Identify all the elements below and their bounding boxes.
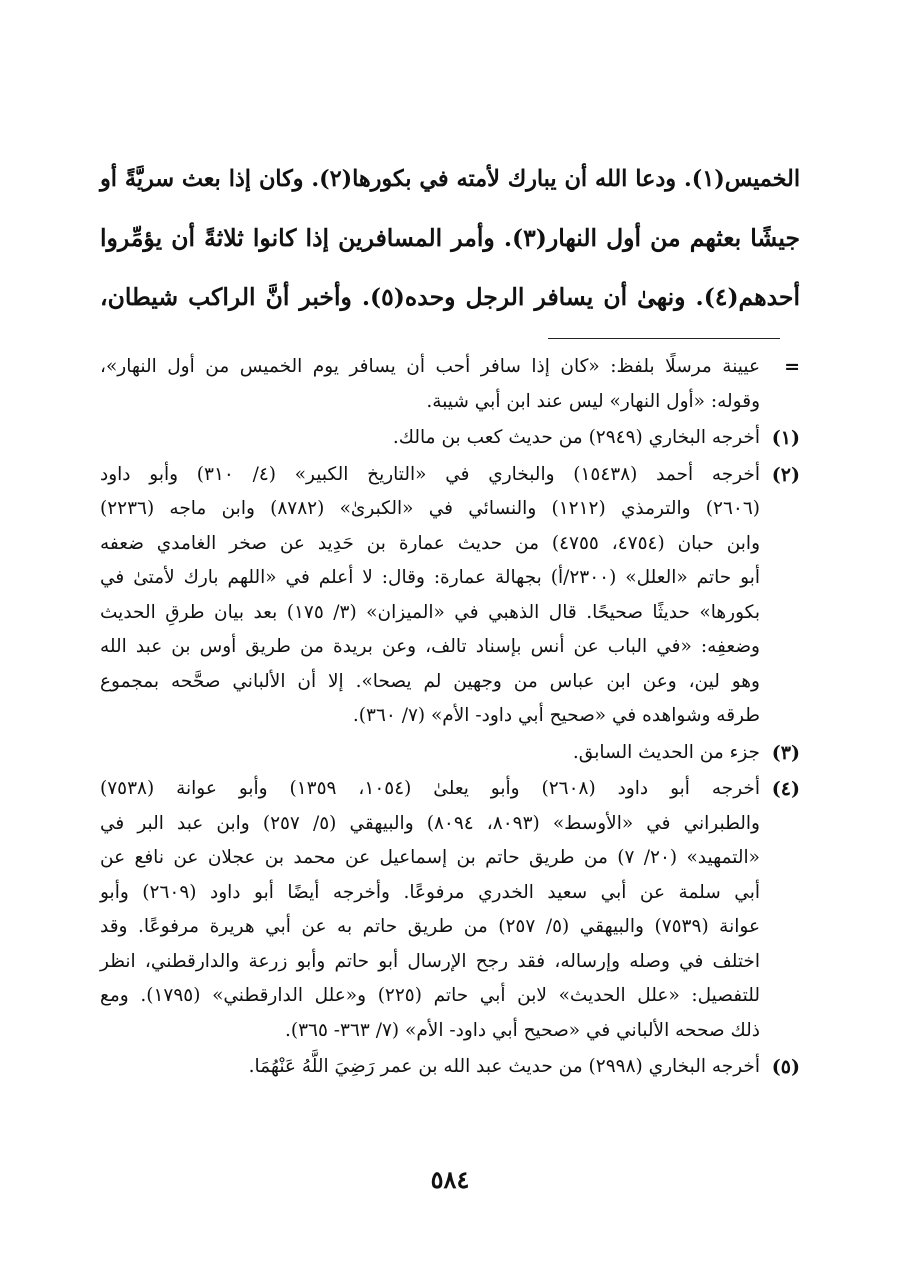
footnotes xyxy=(100,350,800,1087)
footnote-line: أخرجه أحمد (١٥٤٣٨) والبخاري في «التاريخ الكبير» (٤/ ٣١٠) وأبو داود xyxy=(100,463,760,485)
page-number: ٥٨٤ xyxy=(430,1165,470,1194)
footnote-line: ذلك صححه الألباني في «صحيح أبي داود- الأم» (٧/ ٣٦٣- ٣٦٥). xyxy=(284,1019,760,1041)
footnote-5 xyxy=(100,1050,800,1085)
footnote-line: أخرجه البخاري (٢٩٤٩) من حديث كعب بن مالك. xyxy=(392,427,760,448)
footnote-line: للتفصيل: «علل الحديث» لابن أبي حاتم (٢٢٥) و«علل الدارقطني» (١٧٩٥). ومع xyxy=(100,985,761,1006)
footnote-3 xyxy=(100,736,800,771)
footnote-4 xyxy=(100,772,800,1048)
footnote-line: أخرجه البخاري (٢٩٩٨) من حديث عبد الله بن عمر رَضِيَ اللَّهُ عَنْهُمَا. xyxy=(248,1056,760,1077)
main-text-line: أحدهم(٤). ونهىٰ أن يسافر الرجل وحده(٥). وأخبر أنَّ الراكب شيطان، xyxy=(100,283,800,311)
footnote-marker: (٣) xyxy=(771,741,800,764)
footnote-line: وهو لين، وعن ابن عباس من وجهين لم يصحا». إلا أن الألباني صحَّحه بمجموع xyxy=(100,670,760,692)
footnote-marker: (٤) xyxy=(771,778,800,800)
footnote-line: «التمهيد» (٢٠/ ٧) من طريق حاتم بن إسماعيل عن محمد بن عجلان عن نافع عن xyxy=(100,847,760,868)
footnote-line: بكورها» حديثًا صحيحًا. قال الذهبي في «الميزان» (٣/ ١٧٥) بعد بيان طرقِ الحديث xyxy=(100,601,760,623)
footnote-1 xyxy=(100,421,800,456)
footnote-separator xyxy=(548,338,780,339)
footnote-line: أبو حاتم «العلل» (٢٣٠٠/أ) بجهالة عمارة: وقال: لا أعلم في «اللهم بارك لأمتىٰ في xyxy=(100,567,760,588)
footnote-line: عوانة (٧٥٣٩) والبيهقي (٥/ ٢٥٧) من طريق حاتم به عن أبي هريرة مرفوعًا. وقد xyxy=(100,916,760,937)
footnote-marker: (١) xyxy=(771,427,800,449)
footnote-line: أبي سلمة عن أبي سعيد الخدري مرفوعًا. وأخرجه أيضًا أبو داود (٢٦٠٩) وأبو xyxy=(100,881,760,903)
footnote-line: وضعفِه: «في الباب عن أنس بإسناد تالف، وعن بريدة من طريق أوس بن عبد الله xyxy=(100,636,760,657)
footnote-2 xyxy=(100,458,800,734)
footnote-line: وابن حبان (٤٧٥٤، ٤٧٥٥) من حديث عمارة بن حَدِيد عن صخر الغامدي ضعفه xyxy=(100,532,760,554)
footnote-line: جزء من الحديث السابق. xyxy=(572,741,760,763)
footnote-line: اختلف في وصله وإرساله، فقد رجح الإرسال أبو حاتم وأبو زرعة والدارقطني، انظر xyxy=(100,950,760,972)
footnote-marker: = xyxy=(784,356,800,378)
footnote-continuation xyxy=(100,350,800,419)
main-text-line: الخميس(١). ودعا الله أن يبارك لأمته في بكورها(٢). وكان إذا بعث سريَّةً أو xyxy=(100,166,800,192)
footnote-line: أخرجه أبو داود (٢٦٠٨) وأبو يعلىٰ (١٠٥٤، ١٣٥٩) وأبو عوانة (٧٥٣٨) xyxy=(100,778,760,799)
footnote-line: والطبراني في «الأوسط» (٨٠٩٣، ٨٠٩٤) والبيهقي (٥/ ٢٥٧) وابن عبد البر في xyxy=(100,812,760,834)
footnote-marker: (٥) xyxy=(771,1056,800,1078)
main-text xyxy=(100,150,800,327)
footnote-line: طرقه وشواهده في «صحيح أبي داود- الأم» (٧/ ٣٦٠). xyxy=(352,705,760,726)
main-text-line: جيشًا بعثهم من أول النهار(٣). وأمر المسافرين إذا كانوا ثلاثةً أن يؤمِّروا xyxy=(100,224,801,252)
footnote-line: وقوله: «أول النهار» ليس عند ابن أبي شيبة. xyxy=(426,390,760,412)
footnote-line: (٢٦٠٦) والترمذي (١٢١٢) والنسائي في «الكبرىٰ» (٨٧٨٢) وابن ماجه (٢٢٣٦) xyxy=(100,498,760,519)
footnote-line: عيينة مرسلًا بلفظ: «كان إذا سافر أحب أن يسافر يوم الخميس من أول النهار»، xyxy=(100,356,760,377)
footnote-marker: (٢) xyxy=(771,463,800,486)
